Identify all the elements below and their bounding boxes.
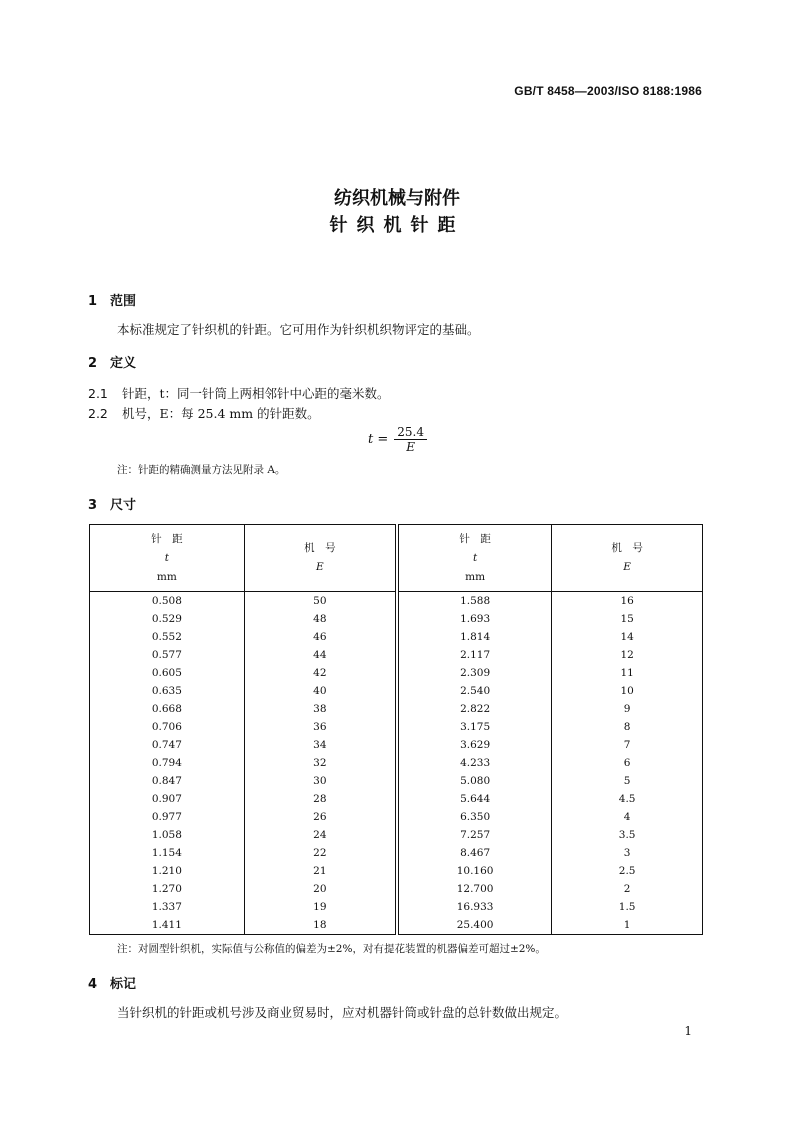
header-pitch-name: 针 距 — [151, 532, 183, 545]
pitch-cell: 1.814 — [397, 628, 552, 646]
gauge-cell: 5 — [552, 772, 703, 790]
gauge-cell: 4.5 — [552, 790, 703, 808]
formula-fraction — [394, 425, 427, 454]
pitch-cell: 0.508 — [90, 592, 245, 611]
gauge-cell: 12 — [552, 646, 703, 664]
section-4-heading — [88, 973, 136, 992]
gauge-cell: 44 — [244, 646, 397, 664]
section-title: 定义 — [110, 356, 137, 371]
clause-text: 针距，t：同一针筒上两相邻针中心距的毫米数。 — [122, 386, 390, 401]
pitch-cell: 0.794 — [90, 754, 245, 772]
header-pitch — [397, 525, 552, 592]
section-title: 范围 — [110, 294, 137, 309]
clause-number: 2.2 — [88, 406, 108, 421]
table-row — [90, 916, 703, 935]
pitch-cell: 1.337 — [90, 898, 245, 916]
pitch-cell: 1.210 — [90, 862, 245, 880]
formula-lhs: t = — [368, 432, 389, 447]
clause-number: 2.1 — [88, 386, 108, 401]
table-row — [90, 718, 703, 736]
standard-code: GB/T 8458—2003/ISO 8188:1986 — [514, 84, 702, 98]
table-note: 注：对圆型针织机，实际值与公称值的偏差为±2%，对有提花装置的机器偏差可超过±2%。 — [117, 943, 546, 955]
gauge-cell: 6 — [552, 754, 703, 772]
pitch-cell: 8.467 — [397, 844, 552, 862]
table-body — [90, 592, 703, 935]
clause-text: 机号，E：每 25.4 mm 的针距数。 — [122, 406, 320, 421]
gauge-cell: 15 — [552, 610, 703, 628]
pitch-cell: 3.175 — [397, 718, 552, 736]
clause-2-1 — [88, 384, 390, 402]
pitch-cell: 4.233 — [397, 754, 552, 772]
gauge-cell: 1 — [552, 916, 703, 935]
table-header-row — [90, 525, 703, 592]
gauge-cell: 46 — [244, 628, 397, 646]
table-row — [90, 628, 703, 646]
section-1-text: 本标准规定了针织机的针距。它可用作为针织机织物评定的基础。 — [117, 322, 480, 337]
pitch-cell: 2.540 — [397, 682, 552, 700]
gauge-cell: 14 — [552, 628, 703, 646]
gauge-cell: 9 — [552, 700, 703, 718]
table-row — [90, 826, 703, 844]
formula-denominator: E — [406, 440, 415, 454]
section-number: 4 — [88, 977, 98, 992]
pitch-cell: 5.080 — [397, 772, 552, 790]
gauge-cell: 48 — [244, 610, 397, 628]
pitch-cell: 1.411 — [90, 916, 245, 935]
gauge-cell: 26 — [244, 808, 397, 826]
gauge-cell: 8 — [552, 718, 703, 736]
table-row — [90, 772, 703, 790]
document-subtitle: 针织机针距 — [329, 215, 465, 236]
section-2-note: 注：针距的精确测量方法见附录 A。 — [117, 464, 286, 476]
header-pitch-unit: mm — [156, 570, 177, 583]
pitch-cell: 1.154 — [90, 844, 245, 862]
pitch-cell: 1.270 — [90, 880, 245, 898]
section-number: 3 — [88, 498, 98, 513]
table-row — [90, 592, 703, 611]
table-row — [90, 610, 703, 628]
pitch-formula — [368, 425, 427, 454]
header-pitch-name: 针 距 — [459, 532, 491, 545]
pitch-cell: 0.847 — [90, 772, 245, 790]
pitch-cell: 3.629 — [397, 736, 552, 754]
section-1-heading — [88, 290, 136, 309]
table-row — [90, 844, 703, 862]
gauge-cell: 20 — [244, 880, 397, 898]
pitch-cell: 25.400 — [397, 916, 552, 935]
header-gauge-name: 机 号 — [611, 542, 643, 554]
header-gauge-symbol: E — [623, 561, 631, 573]
gauge-cell: 1.5 — [552, 898, 703, 916]
table-row — [90, 700, 703, 718]
pitch-cell: 0.605 — [90, 664, 245, 682]
pitch-gauge-table — [89, 524, 703, 935]
section-4-text: 当针织机的针距或机号涉及商业贸易时，应对机器针筒或针盘的总针数做出规定。 — [117, 1005, 568, 1020]
section-3-heading — [88, 494, 136, 513]
page-number: 1 — [684, 1024, 692, 1038]
gauge-cell: 22 — [244, 844, 397, 862]
pitch-cell: 2.117 — [397, 646, 552, 664]
gauge-cell: 28 — [244, 790, 397, 808]
gauge-cell: 18 — [244, 916, 397, 935]
header-gauge-name: 机 号 — [304, 542, 336, 554]
gauge-cell: 19 — [244, 898, 397, 916]
formula-numerator: 25.4 — [394, 425, 427, 440]
section-title: 尺寸 — [110, 498, 137, 513]
table-row — [90, 880, 703, 898]
header-gauge — [552, 525, 703, 592]
pitch-cell: 2.822 — [397, 700, 552, 718]
pitch-cell: 5.644 — [397, 790, 552, 808]
gauge-cell: 42 — [244, 664, 397, 682]
table-row — [90, 646, 703, 664]
gauge-cell: 21 — [244, 862, 397, 880]
pitch-cell: 0.706 — [90, 718, 245, 736]
header-gauge — [244, 525, 397, 592]
gauge-cell: 2.5 — [552, 862, 703, 880]
pitch-cell: 0.668 — [90, 700, 245, 718]
gauge-cell: 40 — [244, 682, 397, 700]
gauge-cell: 7 — [552, 736, 703, 754]
pitch-cell: 0.747 — [90, 736, 245, 754]
gauge-cell: 30 — [244, 772, 397, 790]
table-row — [90, 682, 703, 700]
gauge-cell: 3 — [552, 844, 703, 862]
gauge-cell: 4 — [552, 808, 703, 826]
gauge-cell: 32 — [244, 754, 397, 772]
header-pitch — [90, 525, 245, 592]
pitch-cell: 0.907 — [90, 790, 245, 808]
header-pitch-unit: mm — [465, 570, 486, 583]
pitch-cell: 1.058 — [90, 826, 245, 844]
table-row — [90, 664, 703, 682]
gauge-cell: 50 — [244, 592, 397, 611]
table-row — [90, 862, 703, 880]
header-gauge-symbol: E — [316, 561, 324, 573]
gauge-cell: 24 — [244, 826, 397, 844]
pitch-cell: 0.977 — [90, 808, 245, 826]
pitch-cell: 2.309 — [397, 664, 552, 682]
pitch-cell: 0.552 — [90, 628, 245, 646]
section-number: 2 — [88, 356, 98, 371]
section-number: 1 — [88, 294, 98, 309]
gauge-cell: 34 — [244, 736, 397, 754]
pitch-cell: 0.577 — [90, 646, 245, 664]
pitch-cell: 6.350 — [397, 808, 552, 826]
pitch-cell: 12.700 — [397, 880, 552, 898]
table-row — [90, 808, 703, 826]
table-row — [90, 736, 703, 754]
gauge-cell: 38 — [244, 700, 397, 718]
header-pitch-symbol: t — [164, 551, 169, 564]
pitch-cell: 7.257 — [397, 826, 552, 844]
section-title: 标记 — [110, 977, 137, 992]
gauge-cell: 36 — [244, 718, 397, 736]
pitch-cell: 0.635 — [90, 682, 245, 700]
pitch-cell: 10.160 — [397, 862, 552, 880]
gauge-cell: 11 — [552, 664, 703, 682]
pitch-cell: 1.693 — [397, 610, 552, 628]
section-2-heading — [88, 352, 136, 371]
gauge-cell: 3.5 — [552, 826, 703, 844]
document-title: 纺织机械与附件 — [334, 188, 460, 209]
gauge-cell: 16 — [552, 592, 703, 611]
pitch-cell: 0.529 — [90, 610, 245, 628]
gauge-cell: 2 — [552, 880, 703, 898]
table-row — [90, 790, 703, 808]
table-row — [90, 898, 703, 916]
header-pitch-symbol: t — [473, 551, 478, 564]
gauge-cell: 10 — [552, 682, 703, 700]
pitch-cell: 1.588 — [397, 592, 552, 611]
clause-2-2 — [88, 404, 320, 422]
table-row — [90, 754, 703, 772]
pitch-cell: 16.933 — [397, 898, 552, 916]
